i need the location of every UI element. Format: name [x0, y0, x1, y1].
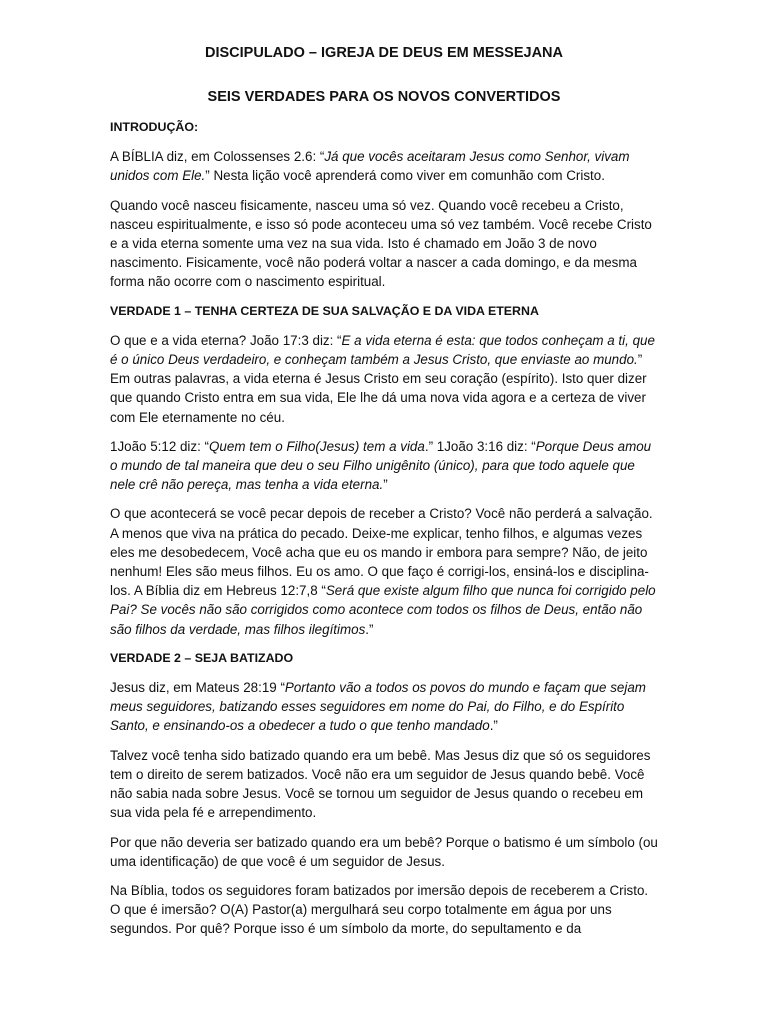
intro-heading: INTRODUÇÃO:	[110, 120, 199, 134]
text-run: .”	[489, 718, 498, 734]
text-run: O que e a vida eterna? João 17:3 diz: “	[110, 332, 342, 348]
intro-paragraph-2: Quando você nasceu fisicamente, nasceu uma só vez. Quando você recebeu a Cristo, nasceu espiritualmente, e isso só pode aconteceu uma só vez também. Você recebe Cristo e a vida eterna somente uma vez na sua vida. Isto é chamado em João 3 de novo nascimento. Fisicamente, você não poderá voltar a nascer a cada domingo, e da mesma forma não ocorre com o nascimento espiritual.	[110, 197, 652, 290]
verdade-1-paragraph-1	[110, 331, 658, 427]
verdade-1-heading: VERDADE 1 – TENHA CERTEZA DE SUA SALVAÇÃO E DA VIDA ETERNA	[110, 303, 539, 318]
verdade-2-paragraph-3: Por que não deveria ser batizado quando era um bebê? Porque o batismo é um símbolo (ou uma identificação) de que você é um seguidor de Jesus.	[110, 834, 658, 869]
text-run: 1João 5:12 diz: “	[110, 438, 210, 454]
document-title: DISCIPULADO – IGREJA DE DEUS EM MESSEJANA	[205, 45, 563, 61]
intro-paragraph-1	[110, 147, 658, 185]
document-body	[110, 118, 658, 949]
text-run: ”	[383, 477, 388, 493]
text-run: .”	[365, 621, 374, 637]
verdade-2-paragraph-2: Talvez você tenha sido batizado quando era um bebê. Mas Jesus diz que só os seguidores tem o direito de serem batizados. Você não era um seguidor de Jesus quando bebê. Você não sabia nada sobre Jesus. Você se tornou um seguidor de Jesus quando o recebeu em sua vida pela fé e arrependimento.	[110, 747, 651, 821]
document-subtitle: SEIS VERDADES PARA OS NOVOS CONVERTIDOS	[207, 89, 561, 105]
text-run: ” Nesta lição você aprenderá como viver em comunhão com Cristo.	[205, 168, 605, 184]
bible-quote: E a vida eterna é esta: que todos conheçam a ti, que é o único Deus verdadeiro, e conheçam também a Jesus Cristo, que enviaste ao mundo.	[110, 332, 655, 368]
bible-quote: Já que vocês aceitaram Jesus como Senhor, vivam unidos com Ele.	[110, 149, 630, 184]
bible-quote: Porque Deus amou o mundo de tal maneira que deu o seu Filho unigênito (único), para que todo aquele que nele crê não pereça, mas tenha a vida eterna.	[110, 438, 652, 493]
text-run: A BÍBLIA diz, em Colossenses 2.6: “	[110, 149, 325, 165]
bible-quote: Portanto vão a todos os povos do mundo e façam que sejam meus seguidores, batizando esses seguidores em nome do Pai, do Filho, e do Espírito Santo, e ensinando-os a obedecer a tudo o que tenho mandado	[110, 680, 646, 734]
verdade-1-paragraph-3	[110, 504, 658, 638]
bible-quote: Quem tem o Filho(Jesus) tem a vida	[209, 438, 425, 454]
verdade-2-paragraph-4: Na Bíblia, todos os seguidores foram batizados por imersão depois de receberem a Cristo. O que é imersão? O(A) Pastor(a) mergulhará seu corpo totalmente em água por uns segundos. Por quê? Porque isso é um símbolo da morte, do sepultamento e da	[110, 882, 649, 937]
verdade-1-paragraph-2	[110, 437, 658, 495]
bible-quote: Será que existe algum filho que nunca foi corrigido pelo Pai? Se vocês não são corrigidos como acontece com todos os filhos de Deus, então não são filhos da verdade, mas filhos ilegítimos	[110, 583, 656, 637]
text-run: .” 1João 3:16 diz: “	[424, 438, 536, 454]
text-run: O que acontecerá se você pecar depois de receber a Cristo? Você não perderá a salvação. A menos que viva na prática do pecado. Deixe-me explicar, tenho filhos, e algumas vezes eles me desobedecem, Você acha que eu os mando ir embora para sempre? Não, de jeito nenhum! Eles são meus filhos. Eu os amo. O que faço é corrigi-los, ensiná-los e disciplina-los. A Bíblia diz em Hebreus 12:7,8 “	[110, 506, 653, 599]
text-run: Jesus diz, em Mateus 28:19 “	[110, 680, 285, 696]
text-run: ” Em outras palavras, a vida eterna é Jesus Cristo em seu coração (espírito). Isto quer dizer que quando Cristo entra em sua vida, Ele lhe dá uma nova vida agora e a certeza de viver com Ele eternamente no céu.	[110, 352, 647, 425]
verdade-2-heading: VERDADE 2 – SEJA BATIZADO	[110, 650, 294, 665]
verdade-2-paragraph-1	[110, 678, 658, 736]
